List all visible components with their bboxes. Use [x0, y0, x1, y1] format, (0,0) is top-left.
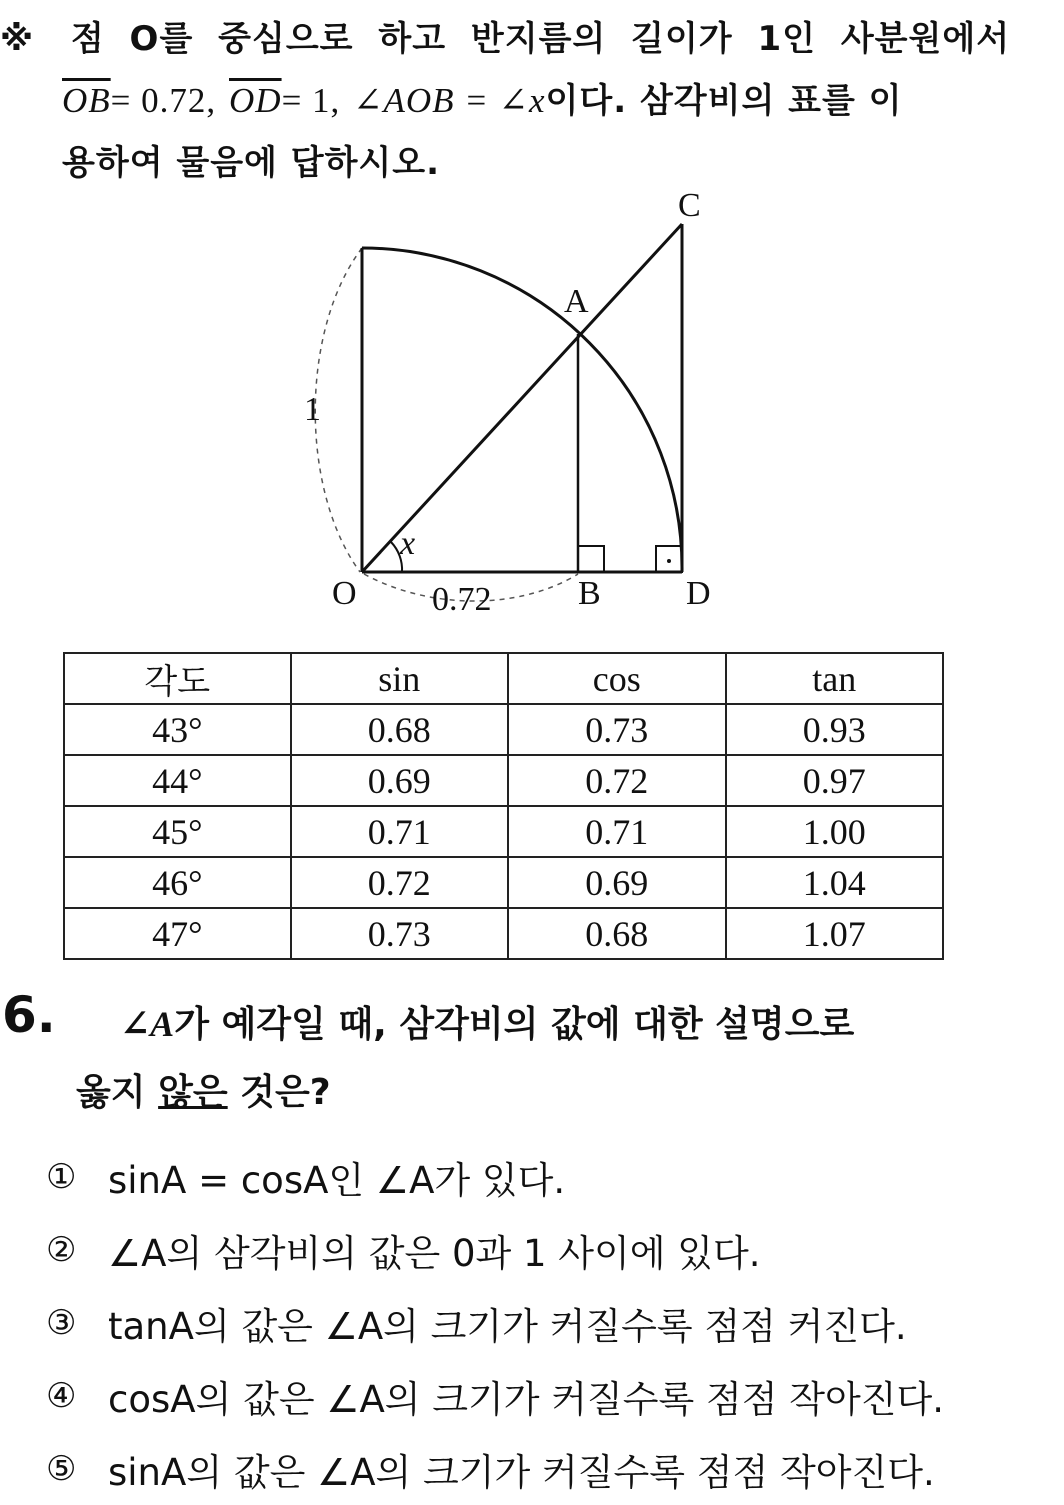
- table-row: [64, 806, 943, 857]
- intro-word: 사분원에서: [840, 19, 1011, 59]
- cos-cell: 0.71: [508, 806, 725, 857]
- segment-od: $\overline{OD}$: [229, 81, 282, 120]
- intro-line-2: [0, 70, 1010, 132]
- sin-cell: 0.68: [291, 704, 508, 755]
- cos-cell: 0.73: [508, 704, 725, 755]
- point-label-a: A: [564, 283, 589, 320]
- table-row: [64, 755, 943, 806]
- answer-choices: [46, 1140, 1046, 1505]
- angle-label-x: x: [400, 525, 416, 562]
- reference-mark: ※: [0, 19, 47, 59]
- figure-svg: [290, 180, 750, 630]
- question-number: 6.: [2, 986, 56, 1044]
- question-line-1-tail: 가 예각일 때, 삼각비의 값에 대한 설명으로: [174, 1004, 855, 1045]
- answer-choice-2[interactable]: [46, 1213, 1046, 1286]
- radius-label: 1: [304, 391, 321, 428]
- choice-number: ⑤: [46, 1448, 77, 1489]
- sin-cell: 0.71: [291, 806, 508, 857]
- intro-word: 1인: [757, 19, 816, 59]
- column-header-sin: sin: [291, 653, 508, 704]
- answer-choice-3[interactable]: [46, 1286, 1046, 1359]
- choice-text: sinA = cosA인 ∠A가 있다.: [108, 1158, 566, 1202]
- angle-cell: 45°: [64, 806, 291, 857]
- choice-number: ①: [46, 1156, 77, 1197]
- tan-cell: 1.07: [726, 908, 944, 959]
- answer-choice-4[interactable]: [46, 1359, 1046, 1432]
- point-label-b: B: [578, 575, 601, 612]
- question-word: 옳지: [76, 1072, 146, 1113]
- cos-cell: 0.69: [508, 857, 725, 908]
- angle-cell: 47°: [64, 908, 291, 959]
- angle-expression: ∠AOB = ∠x: [353, 81, 546, 120]
- intro-word: 반지름의: [470, 19, 607, 59]
- problem-intro: [0, 8, 1010, 194]
- cos-cell: 0.68: [508, 908, 725, 959]
- intro-line-3: 용하여 물음에 답하시오.: [62, 143, 441, 183]
- tan-cell: 0.93: [726, 704, 944, 755]
- intro-word: 점: [70, 19, 105, 59]
- intro-word: 중심으로: [218, 19, 354, 59]
- column-header-tan: tan: [726, 653, 944, 704]
- angle-cell: 44°: [64, 755, 291, 806]
- tan-cell: 0.97: [726, 755, 944, 806]
- choice-number: ②: [46, 1229, 77, 1270]
- quarter-circle-figure: [290, 180, 750, 630]
- intro-word: 하고: [378, 19, 447, 59]
- choice-text: cosA의 값은 ∠A의 크기가 커질수록 점점 작아진다.: [108, 1377, 944, 1421]
- answer-choice-1[interactable]: [46, 1140, 1046, 1213]
- question-word: 것은?: [240, 1072, 331, 1113]
- segment-od-value: = 1,: [281, 81, 341, 120]
- choice-text: ∠A의 삼각비의 값은 0과 1 사이에 있다.: [108, 1231, 761, 1275]
- intro-word: 길이가: [631, 19, 733, 59]
- table-row: [64, 857, 943, 908]
- point-label-d: D: [686, 575, 711, 612]
- intro-line-2-tail: 이다. 삼각비의 표를 이: [545, 81, 903, 121]
- tan-cell: 1.04: [726, 857, 944, 908]
- question-angle: ∠A: [120, 1004, 175, 1044]
- angle-cell: 46°: [64, 857, 291, 908]
- length-label-ob: 0.72: [432, 581, 492, 618]
- cos-cell: 0.72: [508, 755, 725, 806]
- sin-cell: 0.73: [291, 908, 508, 959]
- choice-number: ④: [46, 1375, 77, 1416]
- table-header-row: [64, 653, 943, 704]
- sin-cell: 0.72: [291, 857, 508, 908]
- tan-cell: 1.00: [726, 806, 944, 857]
- choice-number: ③: [46, 1302, 77, 1343]
- table-row: [64, 704, 943, 755]
- intro-line-1: [0, 8, 1010, 70]
- segment-ob-value: = 0.72,: [110, 81, 217, 120]
- choice-text: tanA의 값은 ∠A의 크기가 커질수록 점점 커진다.: [108, 1304, 907, 1348]
- angle-cell: 43°: [64, 704, 291, 755]
- choice-text: sinA의 값은 ∠A의 크기가 커질수록 점점 작아진다.: [108, 1450, 935, 1494]
- answer-choice-5[interactable]: [46, 1432, 1046, 1505]
- sin-cell: 0.69: [291, 755, 508, 806]
- table-row: [64, 908, 943, 959]
- question-line-2: [76, 1059, 1000, 1127]
- trig-ratio-table: [63, 652, 944, 960]
- question-emphasis: 않은: [158, 1072, 228, 1113]
- point-label-c: C: [678, 187, 701, 224]
- intro-word: O를: [129, 19, 194, 59]
- column-header-cos: cos: [508, 653, 725, 704]
- segment-ob: $\overline{OB}$: [62, 81, 111, 120]
- question-text: [76, 990, 1000, 1127]
- column-header-angle: 각도: [64, 653, 291, 704]
- point-label-o: O: [332, 575, 357, 612]
